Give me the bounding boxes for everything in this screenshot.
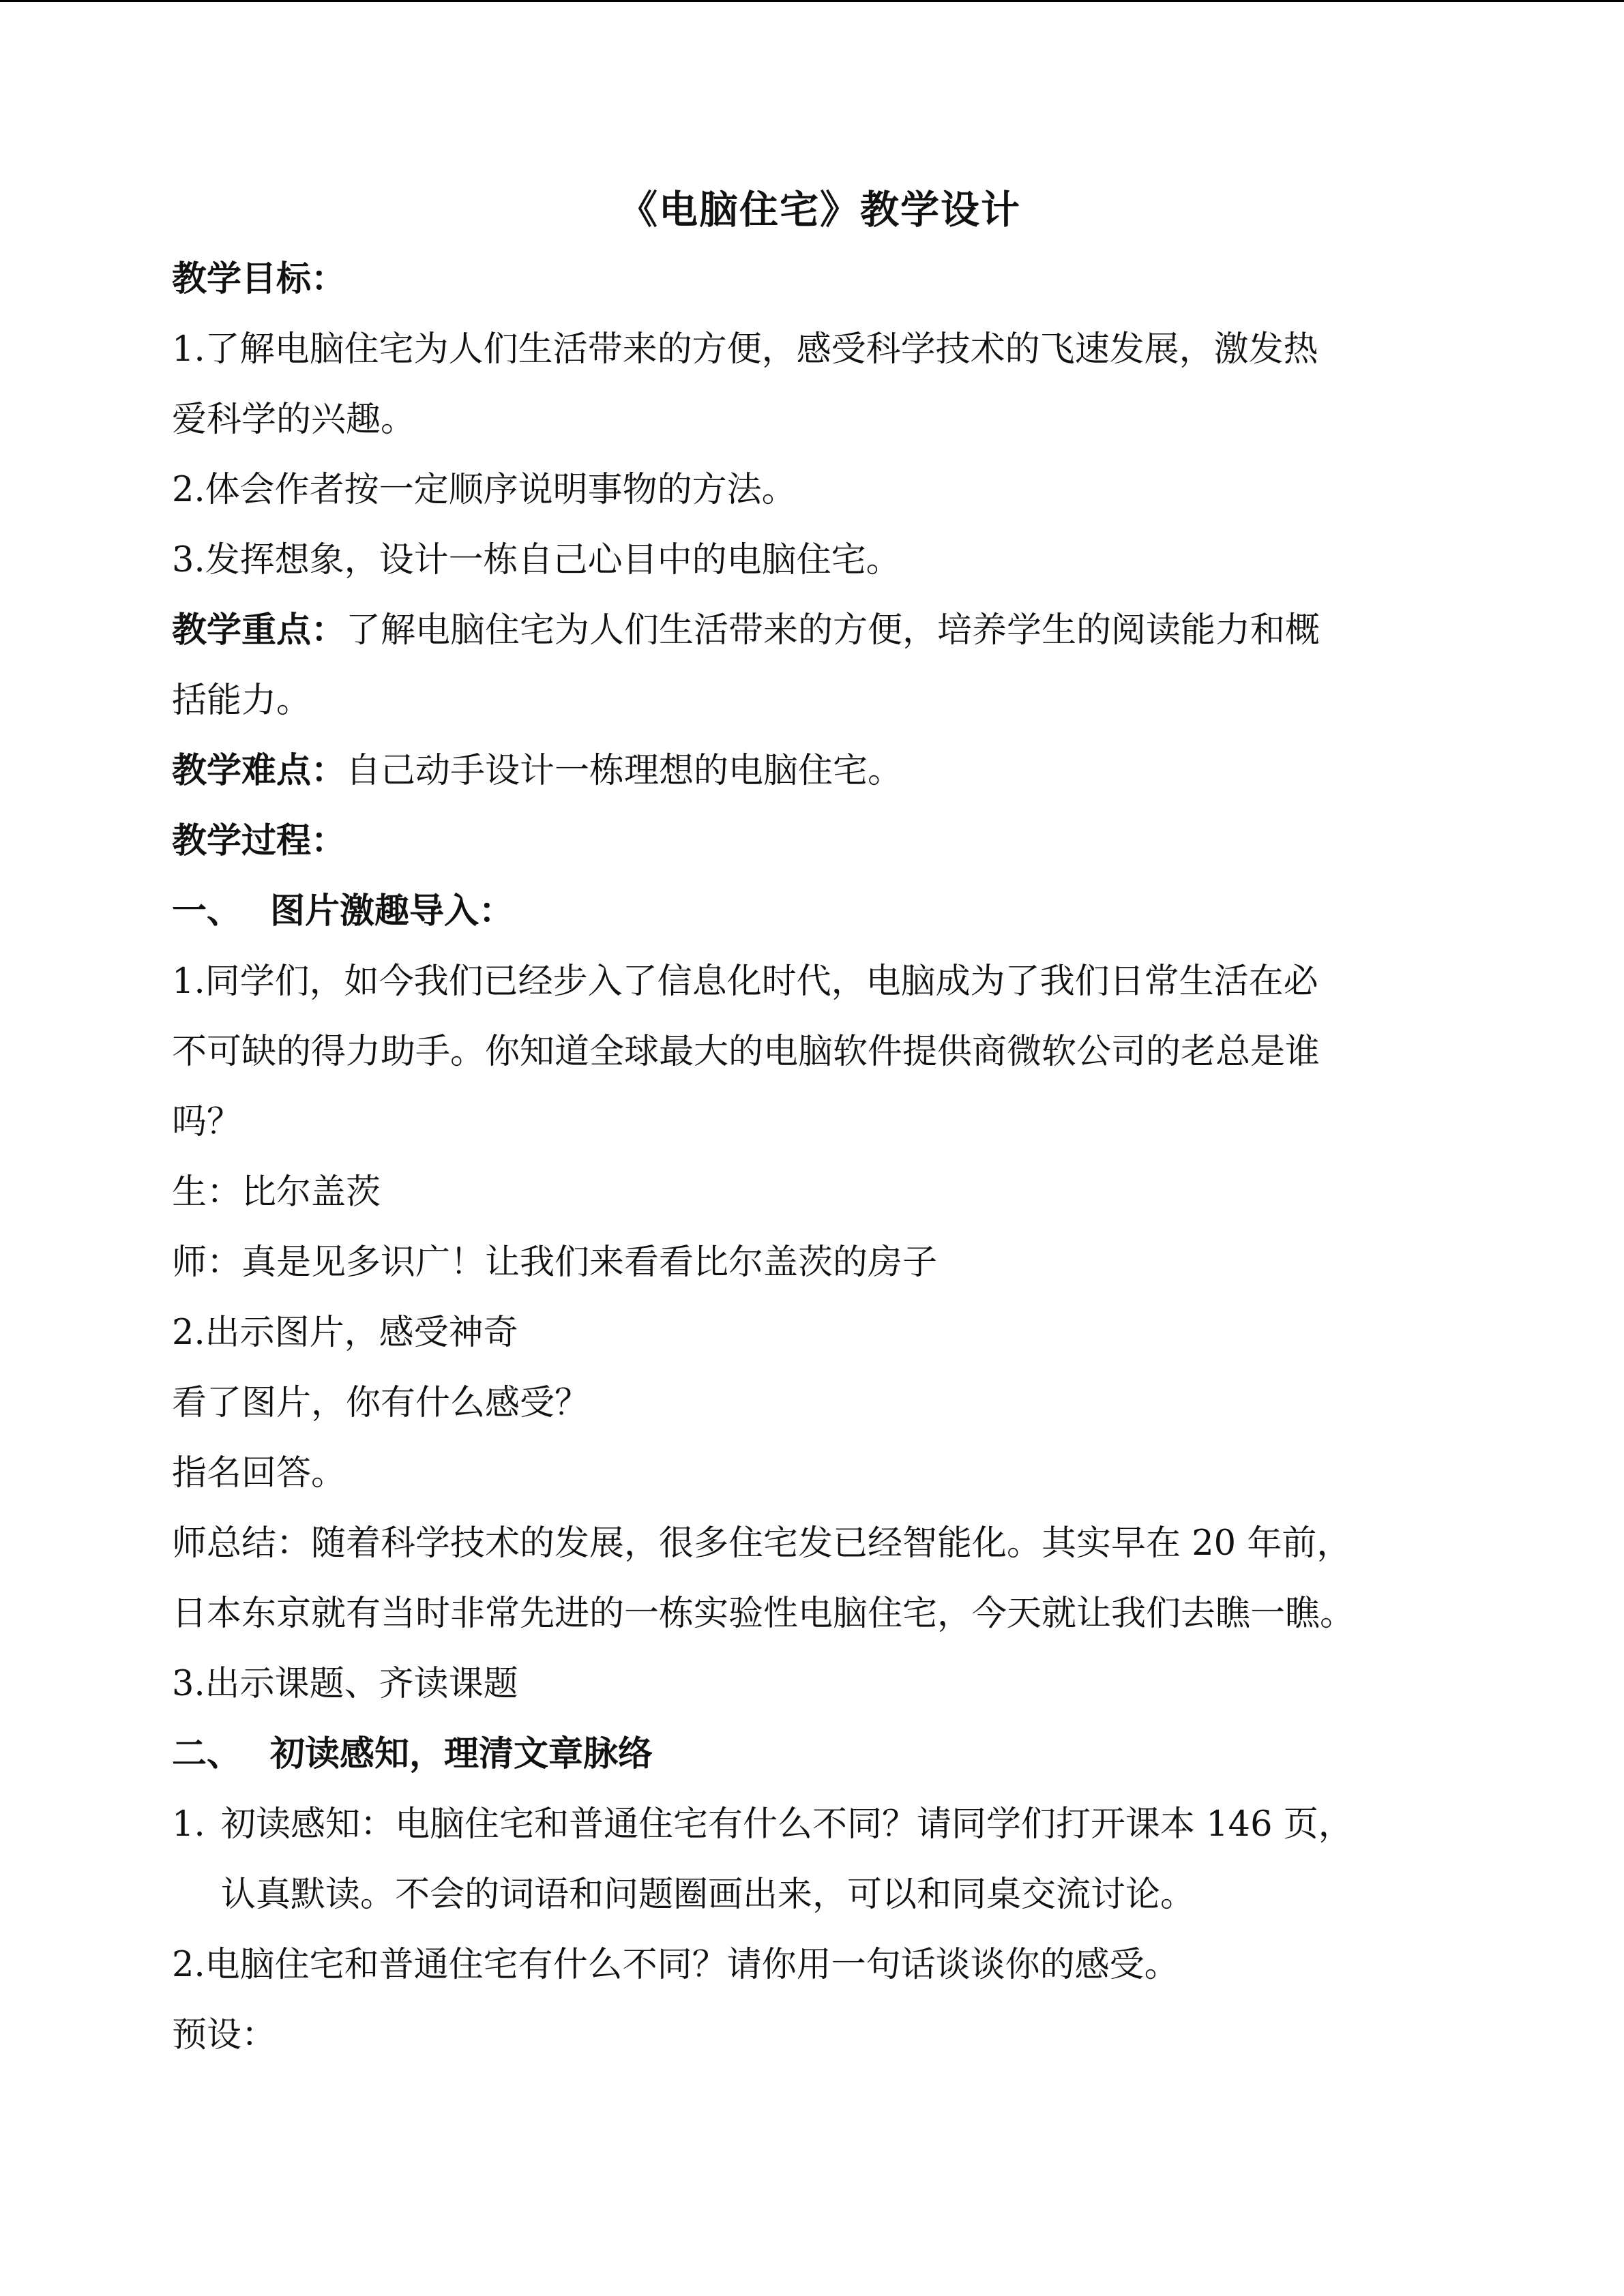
section-2-item-1-text: 初读感知：电脑住宅和普通住宅有什么不同？请同学们打开课本 146 页， <box>221 1804 1353 1845</box>
top-border-line <box>0 0 1624 2</box>
section-2-item-1-line-2: 认真默读。不会的词语和问题圈画出来，可以和同桌交流讨论。 <box>221 1875 1196 1915</box>
document-page <box>172 176 1468 2070</box>
section-1-line-1: 1.同学们，如今我们已经步入了信息化时代，电脑成为了我们日常生活在必 <box>172 961 1318 1002</box>
section-2-preset: 预设： <box>172 2015 277 2055</box>
objective-1-line-2: 爱科学的兴趣。 <box>172 400 416 440</box>
process-heading: 教学过程： <box>172 821 346 861</box>
difficult-point-label: 教学难点： <box>172 751 346 791</box>
objective-2: 2.体会作者按一定顺序说明事物的方法。 <box>172 470 797 510</box>
objective-1-line-1: 1.了解电脑住宅为人们生活带来的方便，感受科学技术的飞速发展，激发热 <box>172 329 1318 370</box>
section-2-number: 二、 <box>172 1734 242 1774</box>
section-1-line-6: 2.出示图片，感受神奇 <box>172 1313 518 1353</box>
section-1-line-3: 吗？ <box>172 1102 242 1142</box>
section-1-line-2: 不可缺的得力助手。你知道全球最大的电脑软件提供商微软公司的老总是谁 <box>172 1032 1320 1072</box>
section-1-line-7: 看了图片，你有什么感受？ <box>172 1383 590 1423</box>
objective-3: 3.发挥想象，设计一栋自己心目中的电脑住宅。 <box>172 540 901 580</box>
section-1-line-4: 生：比尔盖茨 <box>172 1172 381 1212</box>
section-1-heading <box>172 876 1468 946</box>
section-1-line-11: 3.出示课题、齐读课题 <box>172 1664 518 1704</box>
section-1-line-8: 指名回答。 <box>172 1453 346 1493</box>
section-2-item-1-number: 1. <box>172 1804 205 1845</box>
section-2-title: 初读感知，理清文章脉络 <box>270 1734 653 1774</box>
section-2-item-1-line-1 <box>172 1789 1468 1860</box>
document-title: 《电脑住宅》教学设计 <box>619 188 1021 233</box>
section-1-line-10: 日本东京就有当时非常先进的一栋实验性电脑住宅，今天就让我们去瞧一瞧。 <box>172 1594 1355 1634</box>
objectives-heading: 教学目标： <box>172 259 346 299</box>
key-point-label: 教学重点： <box>172 610 346 651</box>
key-point-line-2: 括能力。 <box>172 681 312 721</box>
section-2-heading <box>172 1719 1468 1789</box>
section-1-number: 一、 <box>172 891 242 931</box>
section-1-line-5: 师：真是见多识广！让我们来看看比尔盖茨的房子 <box>172 1242 938 1283</box>
key-point-line-1 <box>172 595 1468 666</box>
difficult-point-text: 自己动手设计一栋理想的电脑住宅。 <box>346 751 903 791</box>
section-1-line-9: 师总结：随着科学技术的发展，很多住宅发已经智能化。其实早在 20 年前， <box>172 1523 1352 1564</box>
difficult-point-line <box>172 736 1468 806</box>
key-point-text: 了解电脑住宅为人们生活带来的方便，培养学生的阅读能力和概 <box>346 610 1320 651</box>
section-2-item-2: 2.电脑住宅和普通住宅有什么不同？请你用一句话谈谈你的感受。 <box>172 1945 1179 1985</box>
section-1-title: 图片激趣导入： <box>270 891 514 931</box>
